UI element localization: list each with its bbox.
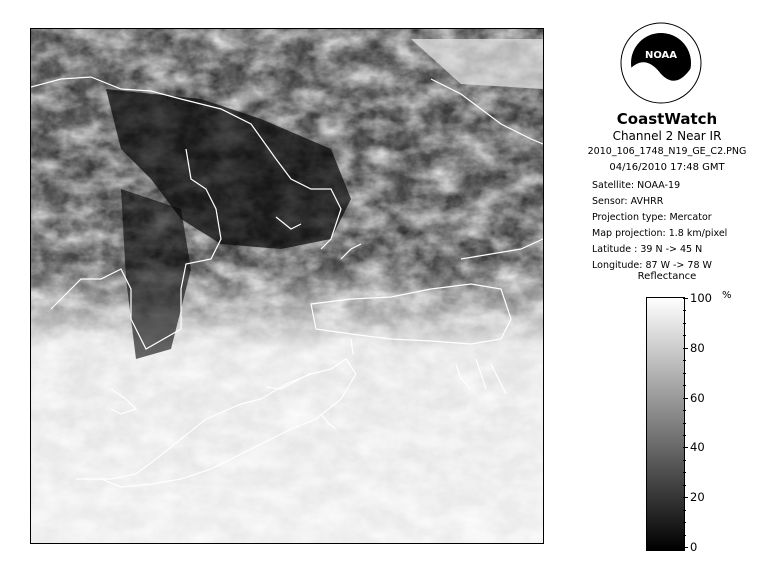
- sensor-label: Sensor: AVHRR: [592, 196, 664, 207]
- acquisition-date: 04/16/2010 17:48 GMT: [609, 162, 725, 173]
- colorbar-minor-tick: [683, 535, 686, 536]
- colorbar-title: Reflectance: [637, 271, 697, 282]
- colorbar-minor-tick: [683, 460, 686, 461]
- colorbar: [646, 297, 685, 551]
- colorbar-tick: [683, 348, 688, 349]
- colorbar-minor-tick: [683, 410, 686, 411]
- satellite-label: Satellite: NOAA-19: [592, 180, 681, 191]
- colorbar-minor-tick: [683, 323, 686, 324]
- colorbar-tick-label: 40: [690, 440, 705, 455]
- colorbar-tick-label: 80: [690, 340, 705, 355]
- colorbar-minor-tick: [683, 360, 686, 361]
- colorbar-minor-tick: [683, 310, 686, 311]
- colorbar-minor-tick: [683, 423, 686, 424]
- map-projection-label: Map projection: 1.8 km/pixel: [592, 228, 728, 239]
- colorbar-minor-tick: [683, 522, 686, 523]
- colorbar-minor-tick: [683, 472, 686, 473]
- latitude-label: Latitude : 39 N -> 45 N: [592, 244, 703, 255]
- channel-subtitle: Channel 2 Near IR: [612, 129, 722, 143]
- colorbar-tick-label: 20: [690, 490, 705, 505]
- colorbar-minor-tick: [683, 435, 686, 436]
- colorbar-tick: [683, 298, 688, 299]
- projection-type-label: Projection type: Mercator: [592, 212, 712, 223]
- colorbar-minor-tick: [683, 510, 686, 511]
- colorbar-unit: %: [722, 290, 732, 301]
- noaa-logo: [620, 22, 702, 104]
- colorbar-minor-tick: [683, 335, 686, 336]
- colorbar-tick-label: 60: [690, 390, 705, 405]
- colorbar-tick: [683, 547, 688, 548]
- logo-text: NOAA: [644, 50, 678, 61]
- satellite-map: [30, 28, 544, 544]
- satellite-image: [31, 29, 543, 543]
- colorbar-tick: [683, 447, 688, 448]
- colorbar-tick: [683, 497, 688, 498]
- colorbar-tick-label: 100: [690, 291, 712, 305]
- longitude-label: Longitude: 87 W -> 78 W: [592, 260, 712, 271]
- filename: 2010_106_1748_N19_GE_C2.PNG: [587, 146, 747, 157]
- colorbar-minor-tick: [683, 373, 686, 374]
- colorbar-tick: [683, 398, 688, 399]
- colorbar-tick-label: 0: [690, 540, 698, 554]
- page-title: CoastWatch: [616, 110, 718, 128]
- colorbar-minor-tick: [683, 385, 686, 386]
- colorbar-minor-tick: [683, 485, 686, 486]
